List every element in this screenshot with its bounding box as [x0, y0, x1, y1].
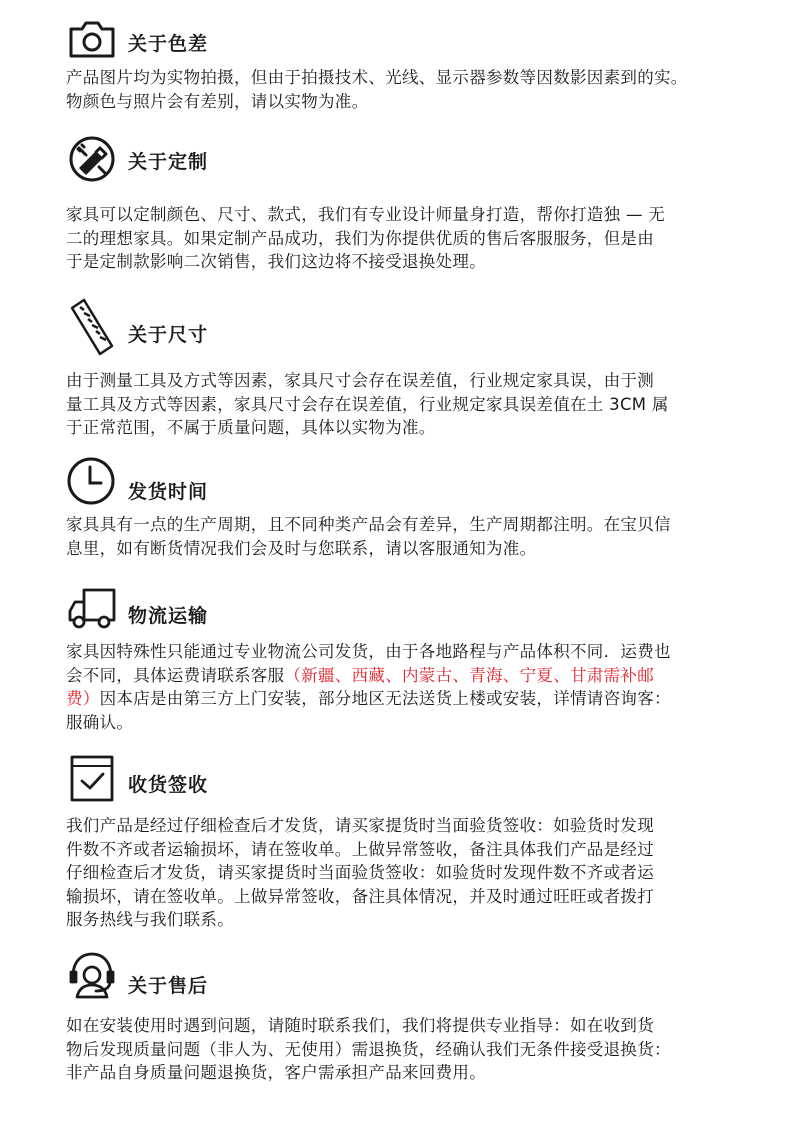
section-title: 关于定制: [128, 151, 209, 173]
body-line: 于是定制款影响二次销售，我们这边将不接受退换处理。: [66, 252, 486, 271]
body-line: 服务热线与我们联系。: [66, 910, 234, 929]
pencil-ruler-icon: [66, 134, 118, 184]
section-body: [66, 369, 734, 440]
section-body: [66, 640, 734, 734]
section-title: 关于色差: [128, 33, 209, 55]
body-line: 我们产品是经过仔细检查后才发货，请买家提货时当面验货签收：如验货时发现: [66, 816, 654, 835]
body-line: 物颜色与照片会有差别，请以实物为准。: [66, 91, 369, 111]
camera-icon: [66, 14, 118, 64]
body-line: 家具具有一点的生产周期，且不同种类产品会有差异，生产周期都注明。在宝贝信: [66, 515, 671, 534]
body-line: [66, 687, 734, 711]
body-line: [66, 664, 734, 688]
section-title: 物流运输: [128, 605, 209, 627]
section-body: [66, 1014, 734, 1085]
section-title: 关于尺寸: [128, 324, 209, 346]
body-line: 非产品自身质量问题退换货，客户需承担产品来回费用。: [66, 1063, 486, 1082]
body-line: 物后发现质量问题（非人为、无使用）需退换货，经确认我们无条件接受退换货：: [66, 1039, 671, 1059]
section-body: [66, 814, 734, 932]
highlight-text: （新疆、西藏、内蒙古、青海、宁夏、甘肃需补邮: [284, 665, 655, 685]
section-title: 发货时间: [128, 481, 209, 503]
ruler-icon: [66, 298, 118, 358]
body-line: 量工具及方式等因素，家具尺寸会存在误差值，行业规定家具误差值在土 3CM 属: [66, 394, 669, 414]
body-line: 于正常范围，不属于质量问题，具体以实物为准。: [66, 418, 436, 437]
body-line: 服确认。: [66, 712, 134, 732]
section-title: 收货签收: [128, 774, 209, 796]
body-text: 因本店是由第三方上门安装，部分地区无法送货上楼或安装，详情请咨询客：: [99, 689, 671, 708]
body-line: 二的理想家具。如果定制产品成功，我们为你提供优质的售后客服服务，但是由: [66, 228, 654, 248]
body-line: 家具可以定制颜色、尺寸、款式，我们有专业设计师量身打造，帮你打造独 — 无: [66, 205, 666, 224]
highlight-text: 费）: [66, 689, 100, 708]
body-line: 如在安装使用时遇到问题，请随时联系我们，我们将提供专业指导：如在收到货: [66, 1016, 654, 1035]
truck-icon: [66, 584, 118, 634]
body-text: 会不同，具体运费请联系客服: [66, 665, 285, 685]
section-body: [66, 513, 734, 560]
body-line: 输损坏，请在签收单。上做异常签收，备注具体情况，并及时通过旺旺或者拨打: [66, 886, 654, 906]
checkbox-icon: [66, 754, 118, 804]
body-line: 仔细检查后才发货，请买家提货时当面验货签收：如验货时发现件数不齐或者运: [66, 863, 654, 882]
body-line: 件数不齐或者运输损坏，请在签收单。上做异常签收，备注具体我们产品是经过: [66, 839, 654, 859]
body-line: 由于测量工具及方式等因素，家具尺寸会存在误差值，行业规定家具误，由于测: [66, 371, 654, 390]
clock-icon: [66, 456, 118, 506]
headset-icon: [66, 950, 118, 1000]
section-title: 关于售后: [128, 975, 209, 997]
section-body: [66, 66, 734, 113]
body-line: 产品图片均为实物拍摄，但由于拍摄技术、光线、显示器参数等因数影因素到的实。: [66, 68, 688, 87]
section-body: [66, 203, 734, 274]
body-line: 家具因特殊性只能通过专业物流公司发货，由于各地路程与产品体积不同．运费也: [66, 642, 671, 661]
body-line: 息里，如有断货情况我们会及时与您联系，请以客服通知为准。: [66, 538, 537, 558]
